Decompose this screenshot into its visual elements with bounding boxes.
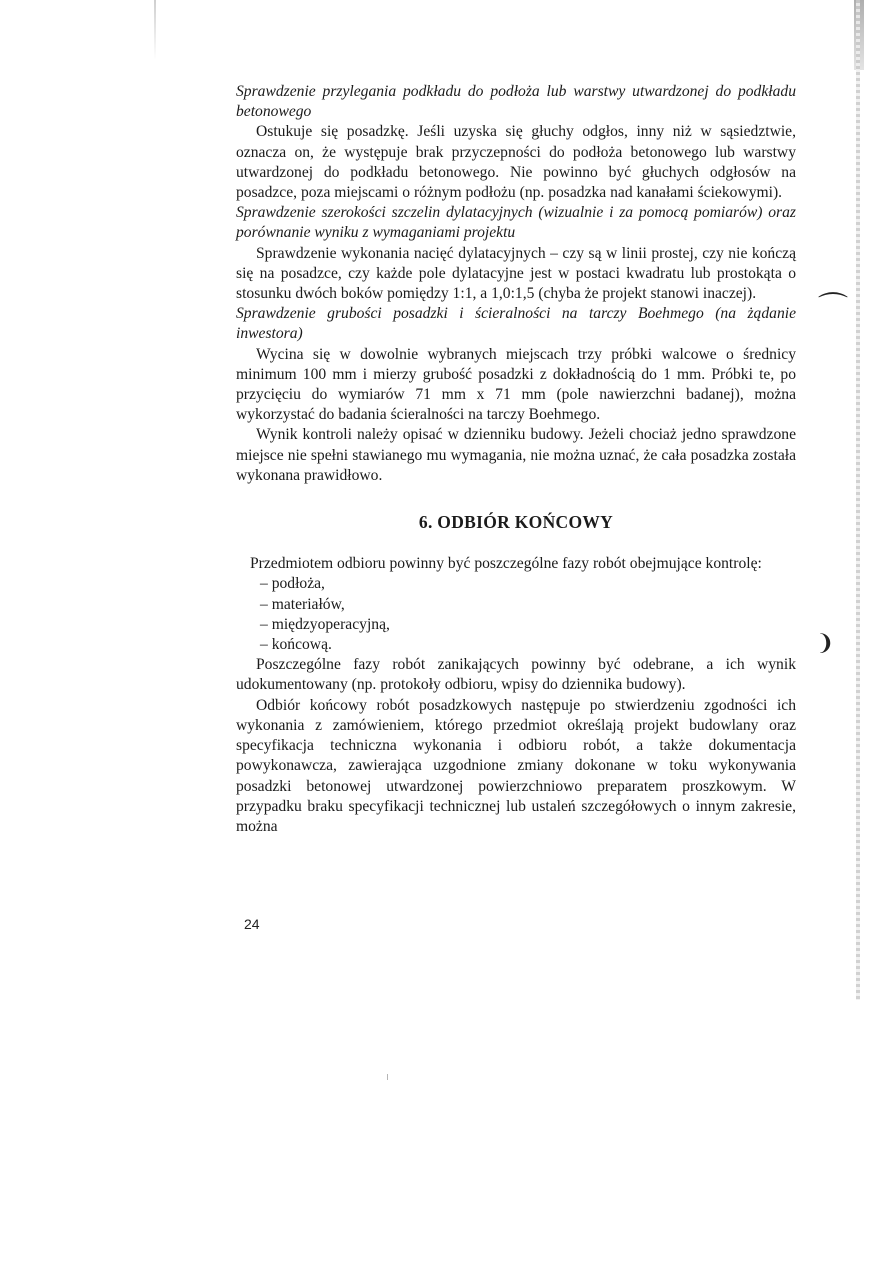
- margin-mark-bottom: ❩: [816, 630, 835, 655]
- paragraph-acceptance-lead: Przedmiotem odbioru powinny być poszczególne fazy robót obejmujące kontrolę:: [250, 555, 762, 573]
- paragraph-adhesion: Ostukuje się posadzkę. Jeśli uzyska się głuchy odgłos, inny niż w sąsiedztwie, oznacza on, że występuje brak przyczepności do podłoża betonowego lub warstwy utwardzonej do podkładu betonowego. Nie powinno być głuchych odgłosów na posadzce, poza miejscami o różnym podłożu (np. posadzka nad kanałami ściekowymi).: [236, 123, 796, 202]
- list-item: – podłoża,: [260, 575, 325, 593]
- list-item: – międzyoperacyjną,: [260, 615, 390, 633]
- paragraph-expansion-joints: Sprawdzenie wykonania nacięć dylatacyjnych – czy są w linii prostej, czy nie kończą się na posadzce, czy każde pole dylatacyjne jest w postaci kwadratu lub prostokąta o stosunku dwóch boków pomiędzy 1:1, a 1,0:1,5 (chyba że projekt stanowi inaczej).: [236, 244, 796, 303]
- margin-mark-top: ⌒: [818, 292, 848, 325]
- inspection-phase-list: [236, 574, 796, 655]
- subheading-thickness-abrasion: Sprawdzenie grubości posadzki i ścieralności na tarczy Boehmego (na żądanie inwestora): [236, 305, 796, 343]
- paragraph-final-acceptance: Odbiór końcowy robót posadzkowych następuje po stwierdzeniu zgodności ich wykonania z zamówieniem, którego przedmiot określają projekt budowlany oraz specyfikacja techniczna wykonania i odbioru robót, a także dokumentacja powykonawcza, zawierająca uzgodnione zmiany dokonane w toku wykonywania posadzki betonowej utwardzonej powierzchniowo preparatem proszkowym. W przypadku braku specyfikacji technicznej lub ustaleń szczegółowych o innym zakresie, można: [236, 696, 796, 835]
- paragraph-inspection-result: Wynik kontroli należy opisać w dzienniku budowy. Jeżeli chociaż jedno sprawdzone miejsce nie spełni stawianego mu wymagania, nie można uznać, że cała posadzka została wykonana prawidłowo.: [236, 426, 796, 484]
- section-title-final-acceptance: 6. ODBIÓR KOŃCOWY: [418, 512, 614, 533]
- list-item: – końcową.: [260, 636, 332, 654]
- scan-edge-right: [856, 0, 860, 1000]
- scan-speck: [387, 1074, 388, 1080]
- paragraph-hidden-works: Poszczególne fazy robót zanikających powinny być odebrane, a ich wynik udokumentowany (np. protokoły odbioru, wpisy do dziennika budowy).: [236, 656, 796, 694]
- scan-edge-left: [154, 0, 156, 60]
- list-item: – materiałów,: [260, 595, 345, 613]
- subheading-adhesion-check: Sprawdzenie przylegania podkładu do podłoża lub warstwy utwardzonej do podkładu betonowego: [236, 83, 796, 121]
- document-body: [236, 82, 796, 837]
- subheading-expansion-joints: Sprawdzenie szerokości szczelin dylatacyjnych (wizualnie i za pomocą pomiarów) oraz porównanie wyniku z wymaganiami projektu: [236, 204, 796, 242]
- page-number: 24: [244, 916, 260, 932]
- paragraph-samples: Wycina się w dowolnie wybranych miejscach trzy próbki walcowe o średnicy minimum 100 mm i mierzy grubość posadzki z dokładnością do 1 mm. Próbki te, po przycięciu do wymiarów 71 mm x 71 mm (pole nawierzchni badanej), można wykorzystać do badania ścieralności na tarczy Boehmego.: [236, 345, 796, 424]
